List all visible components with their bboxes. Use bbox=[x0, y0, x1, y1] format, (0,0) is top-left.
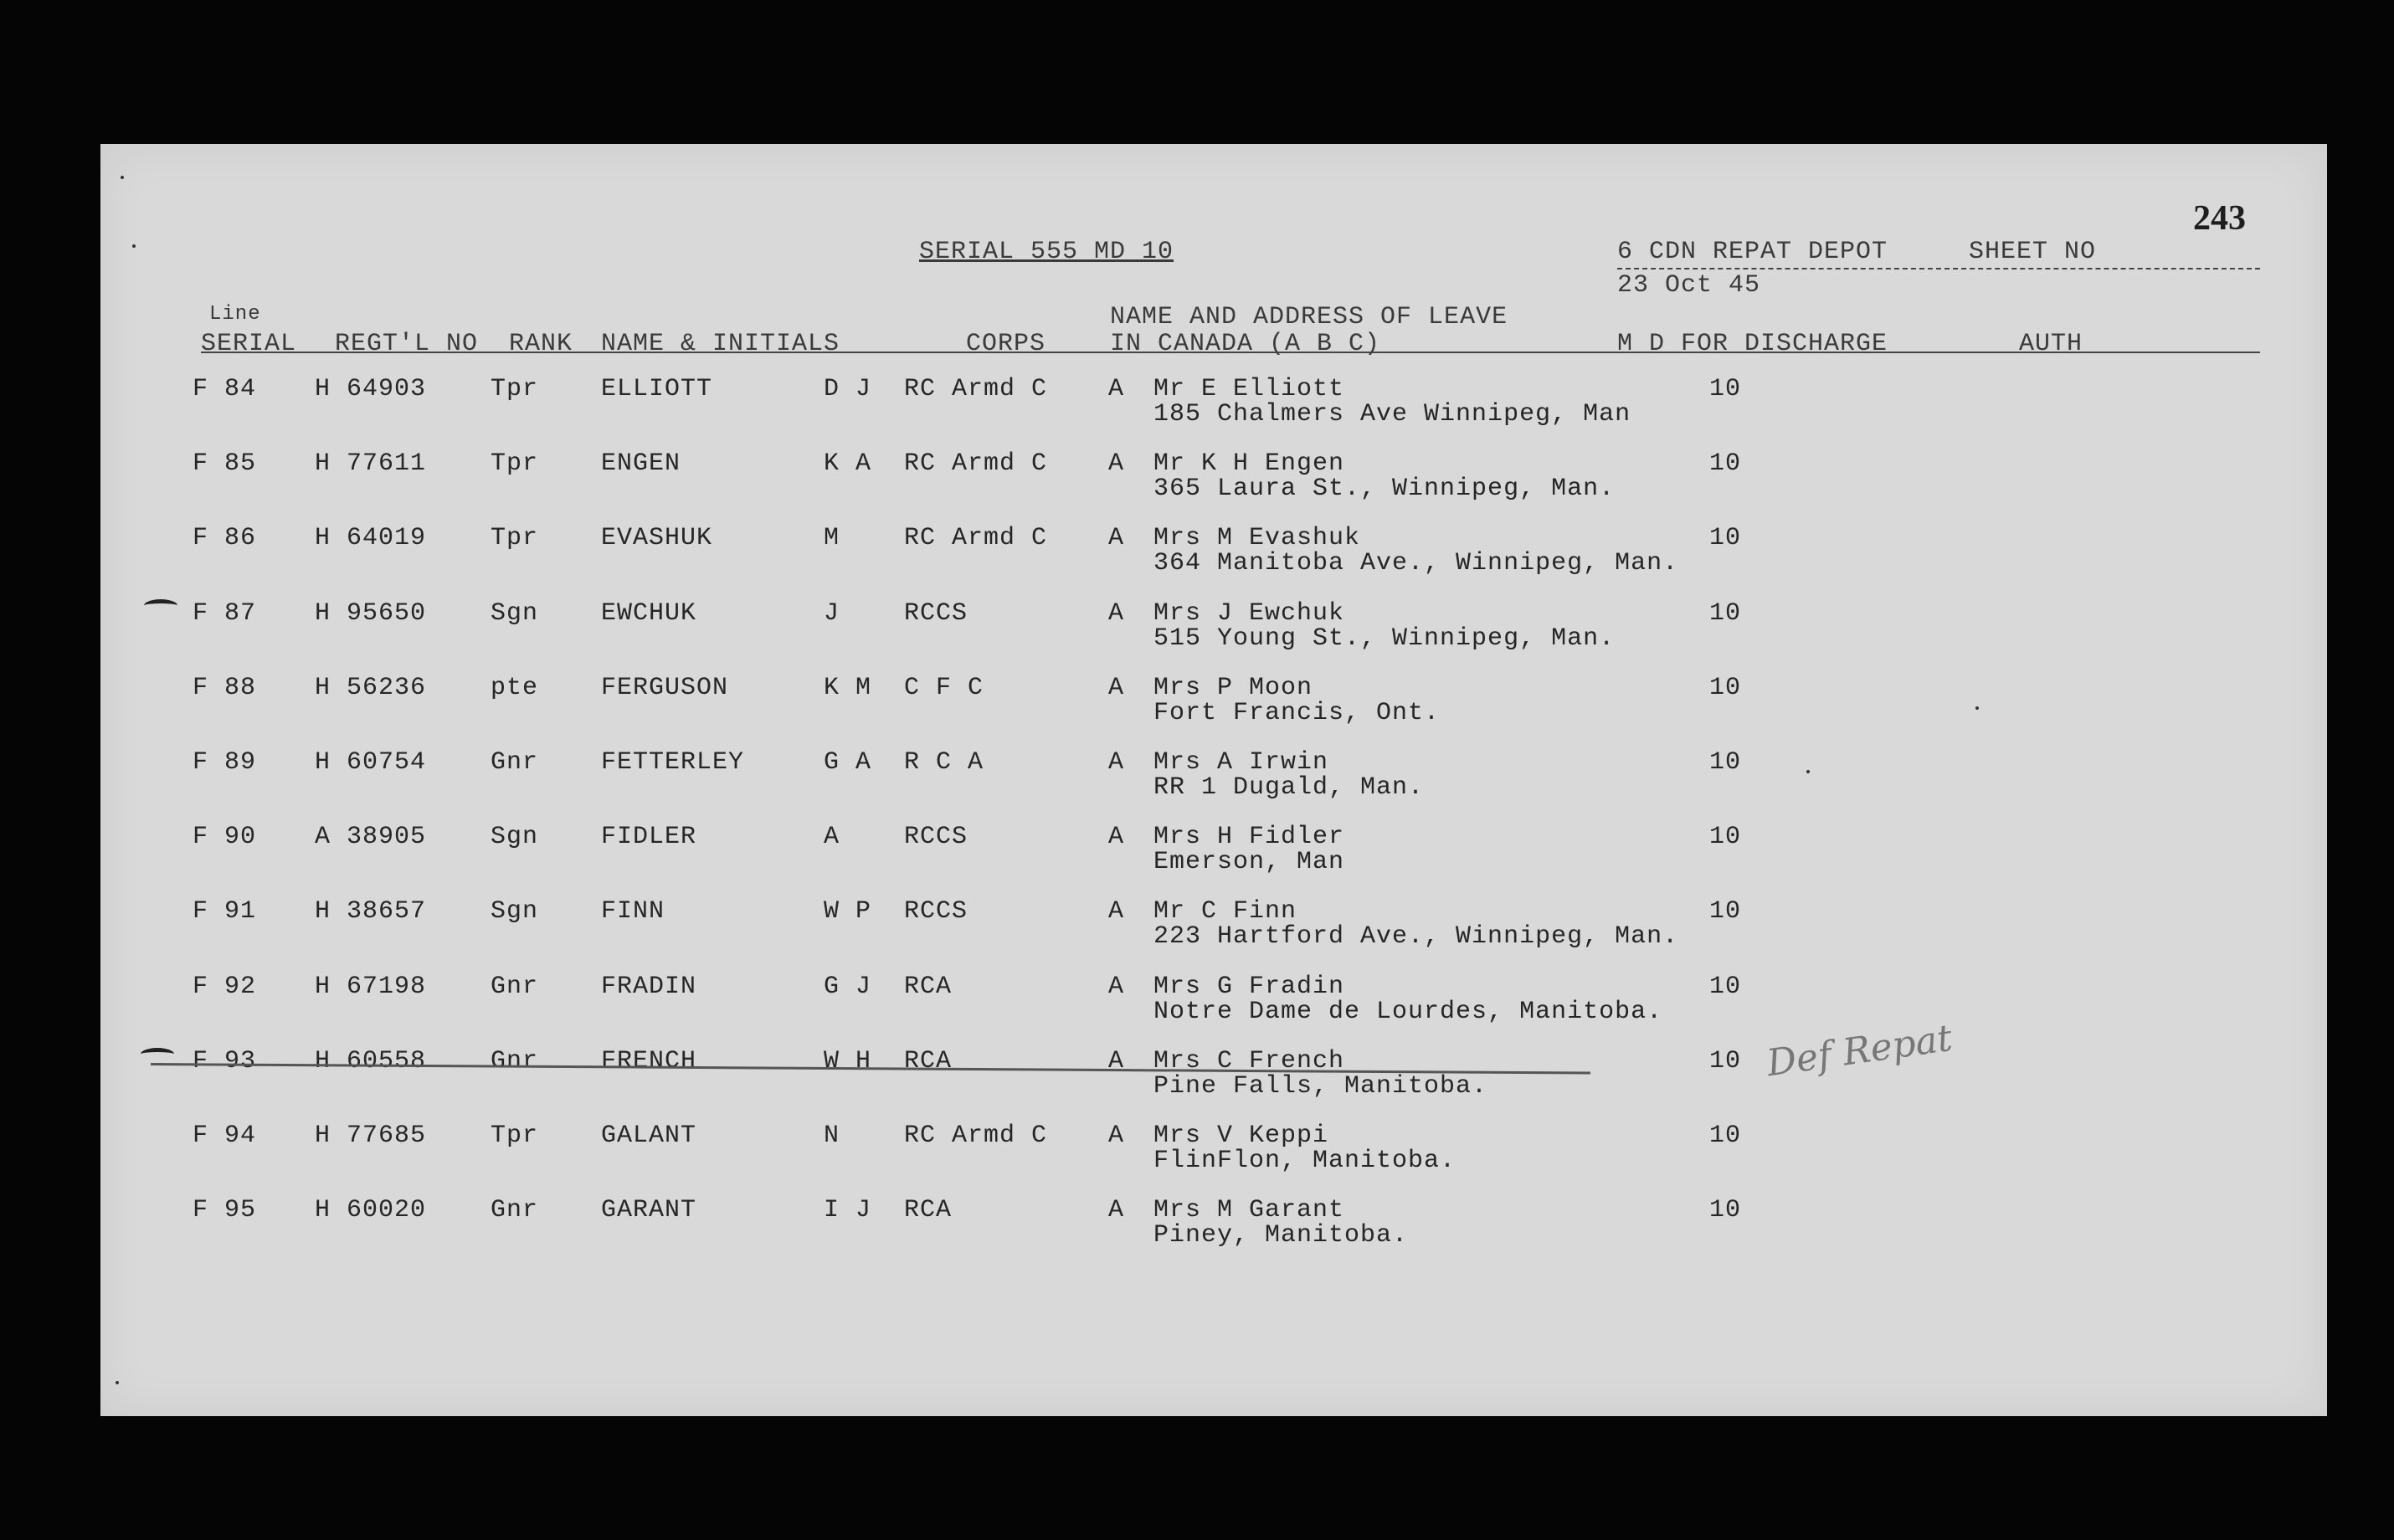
serial-heading: SERIAL 555 MD 10 bbox=[919, 238, 1174, 266]
row-leave-name: Mr E Elliott bbox=[1153, 375, 1345, 403]
row-md-discharge: 10 bbox=[1709, 1122, 1742, 1150]
row-regtl-no: H 77611 bbox=[315, 449, 427, 479]
row-initials: J bbox=[824, 598, 840, 628]
row-abc-code: A bbox=[1108, 897, 1125, 927]
row-md-discharge: 10 bbox=[1709, 972, 1742, 1001]
pencil-tick-mark bbox=[144, 599, 177, 612]
row-surname: EWCHUK bbox=[601, 598, 697, 628]
column-serial: SERIAL bbox=[201, 330, 297, 358]
row-abc-code: A bbox=[1108, 449, 1125, 479]
row-md-discharge: 10 bbox=[1709, 897, 1742, 927]
row-serial: F 87 bbox=[193, 598, 257, 628]
row-surname: FETTERLEY bbox=[601, 748, 745, 777]
page-number: 243 bbox=[2193, 199, 2246, 238]
row-serial: F 90 bbox=[193, 823, 257, 852]
row-regtl-no: H 95650 bbox=[315, 598, 427, 628]
row-regtl-no: H 64903 bbox=[315, 375, 427, 403]
row-abc-code: A bbox=[1108, 673, 1125, 702]
row-surname: GALANT bbox=[601, 1122, 697, 1150]
row-initials: W H bbox=[824, 1046, 872, 1075]
row-abc-code: A bbox=[1108, 823, 1125, 852]
column-auth: AUTH bbox=[2019, 330, 2083, 358]
row-regtl-no: H 56236 bbox=[315, 673, 427, 702]
row-abc-code: A bbox=[1108, 972, 1125, 1001]
row-regtl-no: A 38905 bbox=[315, 823, 427, 852]
row-surname: FINN bbox=[601, 897, 665, 927]
row-leave-name: Mrs H Fidler bbox=[1153, 823, 1345, 852]
row-rank: Tpr bbox=[491, 375, 539, 403]
column-rank: RANK bbox=[509, 330, 573, 358]
row-serial: F 92 bbox=[193, 972, 257, 1001]
sheet-number-label: SHEET NO bbox=[1969, 238, 2097, 266]
document-sheet bbox=[100, 144, 2327, 1416]
row-leave-name: Mr K H Engen bbox=[1153, 449, 1345, 479]
row-regtl-no: H 67198 bbox=[315, 972, 427, 1001]
scan-speck bbox=[116, 1381, 119, 1384]
row-leave-name: Mrs C French bbox=[1153, 1046, 1345, 1075]
row-md-discharge: 10 bbox=[1709, 823, 1742, 852]
row-initials: A bbox=[824, 823, 840, 852]
column-header-rule bbox=[201, 352, 2260, 353]
row-leave-address: Pine Falls, Manitoba. bbox=[1153, 1071, 1488, 1101]
row-regtl-no: H 77685 bbox=[315, 1122, 427, 1150]
row-leave-name: Mrs P Moon bbox=[1153, 673, 1313, 702]
row-leave-address: RR 1 Dugald, Man. bbox=[1153, 773, 1425, 802]
row-corps: RCA bbox=[904, 1046, 953, 1075]
pencil-tick-mark bbox=[141, 1048, 174, 1060]
row-leave-name: Mrs A Irwin bbox=[1153, 748, 1329, 777]
row-surname: EVASHUK bbox=[601, 524, 713, 553]
row-surname: FRENCH bbox=[601, 1046, 697, 1075]
row-md-discharge: 10 bbox=[1709, 598, 1742, 628]
row-corps: RCCS bbox=[904, 897, 968, 927]
row-surname: FIDLER bbox=[601, 823, 697, 852]
row-leave-address: 223 Hartford Ave., Winnipeg, Man. bbox=[1153, 922, 1679, 952]
row-surname: GARANT bbox=[601, 1196, 697, 1225]
row-initials: M bbox=[824, 524, 840, 553]
row-leave-address: 185 Chalmers Ave Winnipeg, Man bbox=[1153, 400, 1631, 429]
row-rank: Gnr bbox=[491, 748, 539, 777]
row-corps: RCA bbox=[904, 972, 953, 1001]
row-md-discharge: 10 bbox=[1709, 524, 1742, 553]
row-rank: Sgn bbox=[491, 897, 539, 927]
row-regtl-no: H 38657 bbox=[315, 897, 427, 927]
row-abc-code: A bbox=[1108, 1122, 1125, 1150]
scan-speck bbox=[1806, 770, 1810, 773]
row-leave-address: Piney, Manitoba. bbox=[1153, 1221, 1409, 1250]
row-corps: RCCS bbox=[904, 823, 968, 852]
row-leave-name: Mrs M Evashuk bbox=[1153, 524, 1361, 553]
row-md-discharge: 10 bbox=[1709, 375, 1742, 403]
row-initials: N bbox=[824, 1122, 840, 1150]
handwritten-annotation: Def Repat bbox=[1764, 1016, 1955, 1086]
sheet-date: 23 Oct 45 bbox=[1617, 271, 1761, 300]
row-regtl-no: H 60020 bbox=[315, 1196, 427, 1225]
row-corps: C F C bbox=[904, 673, 984, 702]
row-corps: RC Armd C bbox=[904, 375, 1048, 403]
row-initials: W P bbox=[824, 897, 872, 927]
row-rank: Tpr bbox=[491, 524, 539, 553]
row-serial: F 86 bbox=[193, 524, 257, 553]
row-corps: RCA bbox=[904, 1196, 953, 1225]
row-rank: Gnr bbox=[491, 972, 539, 1001]
row-initials: G A bbox=[824, 748, 872, 777]
row-abc-code: A bbox=[1108, 375, 1125, 403]
row-leave-address: 365 Laura St., Winnipeg, Man. bbox=[1153, 475, 1616, 504]
row-abc-code: A bbox=[1108, 748, 1125, 777]
row-abc-code: A bbox=[1108, 1046, 1125, 1075]
row-surname: ENGEN bbox=[601, 449, 681, 479]
row-corps: RC Armd C bbox=[904, 524, 1048, 553]
column-name-initials: NAME & INITIALS bbox=[601, 330, 840, 358]
row-leave-address: 364 Manitoba Ave., Winnipeg, Man. bbox=[1153, 549, 1679, 578]
row-md-discharge: 10 bbox=[1709, 1046, 1742, 1075]
row-rank: Gnr bbox=[491, 1046, 539, 1075]
row-initials: K M bbox=[824, 673, 872, 702]
row-surname: ELLIOTT bbox=[601, 375, 713, 403]
row-rank: Sgn bbox=[491, 823, 539, 852]
row-surname: FERGUSON bbox=[601, 673, 729, 702]
column-md-discharge: M D FOR DISCHARGE bbox=[1617, 330, 1888, 358]
column-corps: CORPS bbox=[966, 330, 1046, 358]
row-rank: Tpr bbox=[491, 1122, 539, 1150]
scan-speck bbox=[121, 176, 124, 179]
row-serial: F 85 bbox=[193, 449, 257, 479]
row-leave-name: Mrs M Garant bbox=[1153, 1196, 1345, 1225]
row-serial: F 95 bbox=[193, 1196, 257, 1225]
row-rank: Sgn bbox=[491, 598, 539, 628]
row-leave-name: Mr C Finn bbox=[1153, 897, 1297, 927]
depot-heading: 6 CDN REPAT DEPOT bbox=[1617, 238, 1888, 266]
row-leave-address: FlinFlon, Manitoba. bbox=[1153, 1147, 1456, 1175]
row-corps: RC Armd C bbox=[904, 449, 1048, 479]
row-serial: F 91 bbox=[193, 897, 257, 927]
row-rank: Tpr bbox=[491, 449, 539, 479]
row-leave-name: Mrs V Keppi bbox=[1153, 1122, 1329, 1150]
row-md-discharge: 10 bbox=[1709, 748, 1742, 777]
row-leave-address: Emerson, Man bbox=[1153, 848, 1345, 877]
row-leave-name: Mrs G Fradin bbox=[1153, 972, 1345, 1001]
row-leave-address: Notre Dame de Lourdes, Manitoba. bbox=[1153, 997, 1663, 1026]
row-md-discharge: 10 bbox=[1709, 1196, 1742, 1225]
row-initials: K A bbox=[824, 449, 872, 479]
row-surname: FRADIN bbox=[601, 972, 697, 1001]
row-leave-name: Mrs J Ewchuk bbox=[1153, 598, 1345, 628]
row-abc-code: A bbox=[1108, 598, 1125, 628]
row-serial: F 88 bbox=[193, 673, 257, 702]
row-corps: R C A bbox=[904, 748, 984, 777]
scan-speck bbox=[1975, 706, 1979, 710]
row-regtl-no: H 64019 bbox=[315, 524, 427, 553]
row-regtl-no: H 60754 bbox=[315, 748, 427, 777]
scan-speck bbox=[132, 244, 136, 248]
row-rank: pte bbox=[491, 673, 539, 702]
row-serial: F 84 bbox=[193, 375, 257, 403]
row-rank: Gnr bbox=[491, 1196, 539, 1225]
row-md-discharge: 10 bbox=[1709, 673, 1742, 702]
row-serial: F 89 bbox=[193, 748, 257, 777]
column-address-top: NAME AND ADDRESS OF LEAVE bbox=[1110, 303, 1508, 331]
row-corps: RCCS bbox=[904, 598, 968, 628]
row-serial: F 93 bbox=[193, 1046, 257, 1075]
column-regtl-no: REGT'L NO bbox=[335, 330, 479, 358]
row-md-discharge: 10 bbox=[1709, 449, 1742, 479]
column-address-bottom: IN CANADA (A B C) bbox=[1110, 330, 1381, 358]
row-leave-address: 515 Young St., Winnipeg, Man. bbox=[1153, 624, 1616, 653]
column-line: Line bbox=[209, 303, 261, 326]
row-serial: F 94 bbox=[193, 1122, 257, 1150]
row-abc-code: A bbox=[1108, 524, 1125, 553]
row-initials: D J bbox=[824, 375, 872, 403]
row-corps: RC Armd C bbox=[904, 1122, 1048, 1150]
row-regtl-no: H 60558 bbox=[315, 1046, 427, 1075]
row-abc-code: A bbox=[1108, 1196, 1125, 1225]
row-initials: I J bbox=[824, 1196, 872, 1225]
header-rule bbox=[1617, 268, 2260, 270]
row-initials: G J bbox=[824, 972, 872, 1001]
row-leave-address: Fort Francis, Ont. bbox=[1153, 698, 1441, 727]
